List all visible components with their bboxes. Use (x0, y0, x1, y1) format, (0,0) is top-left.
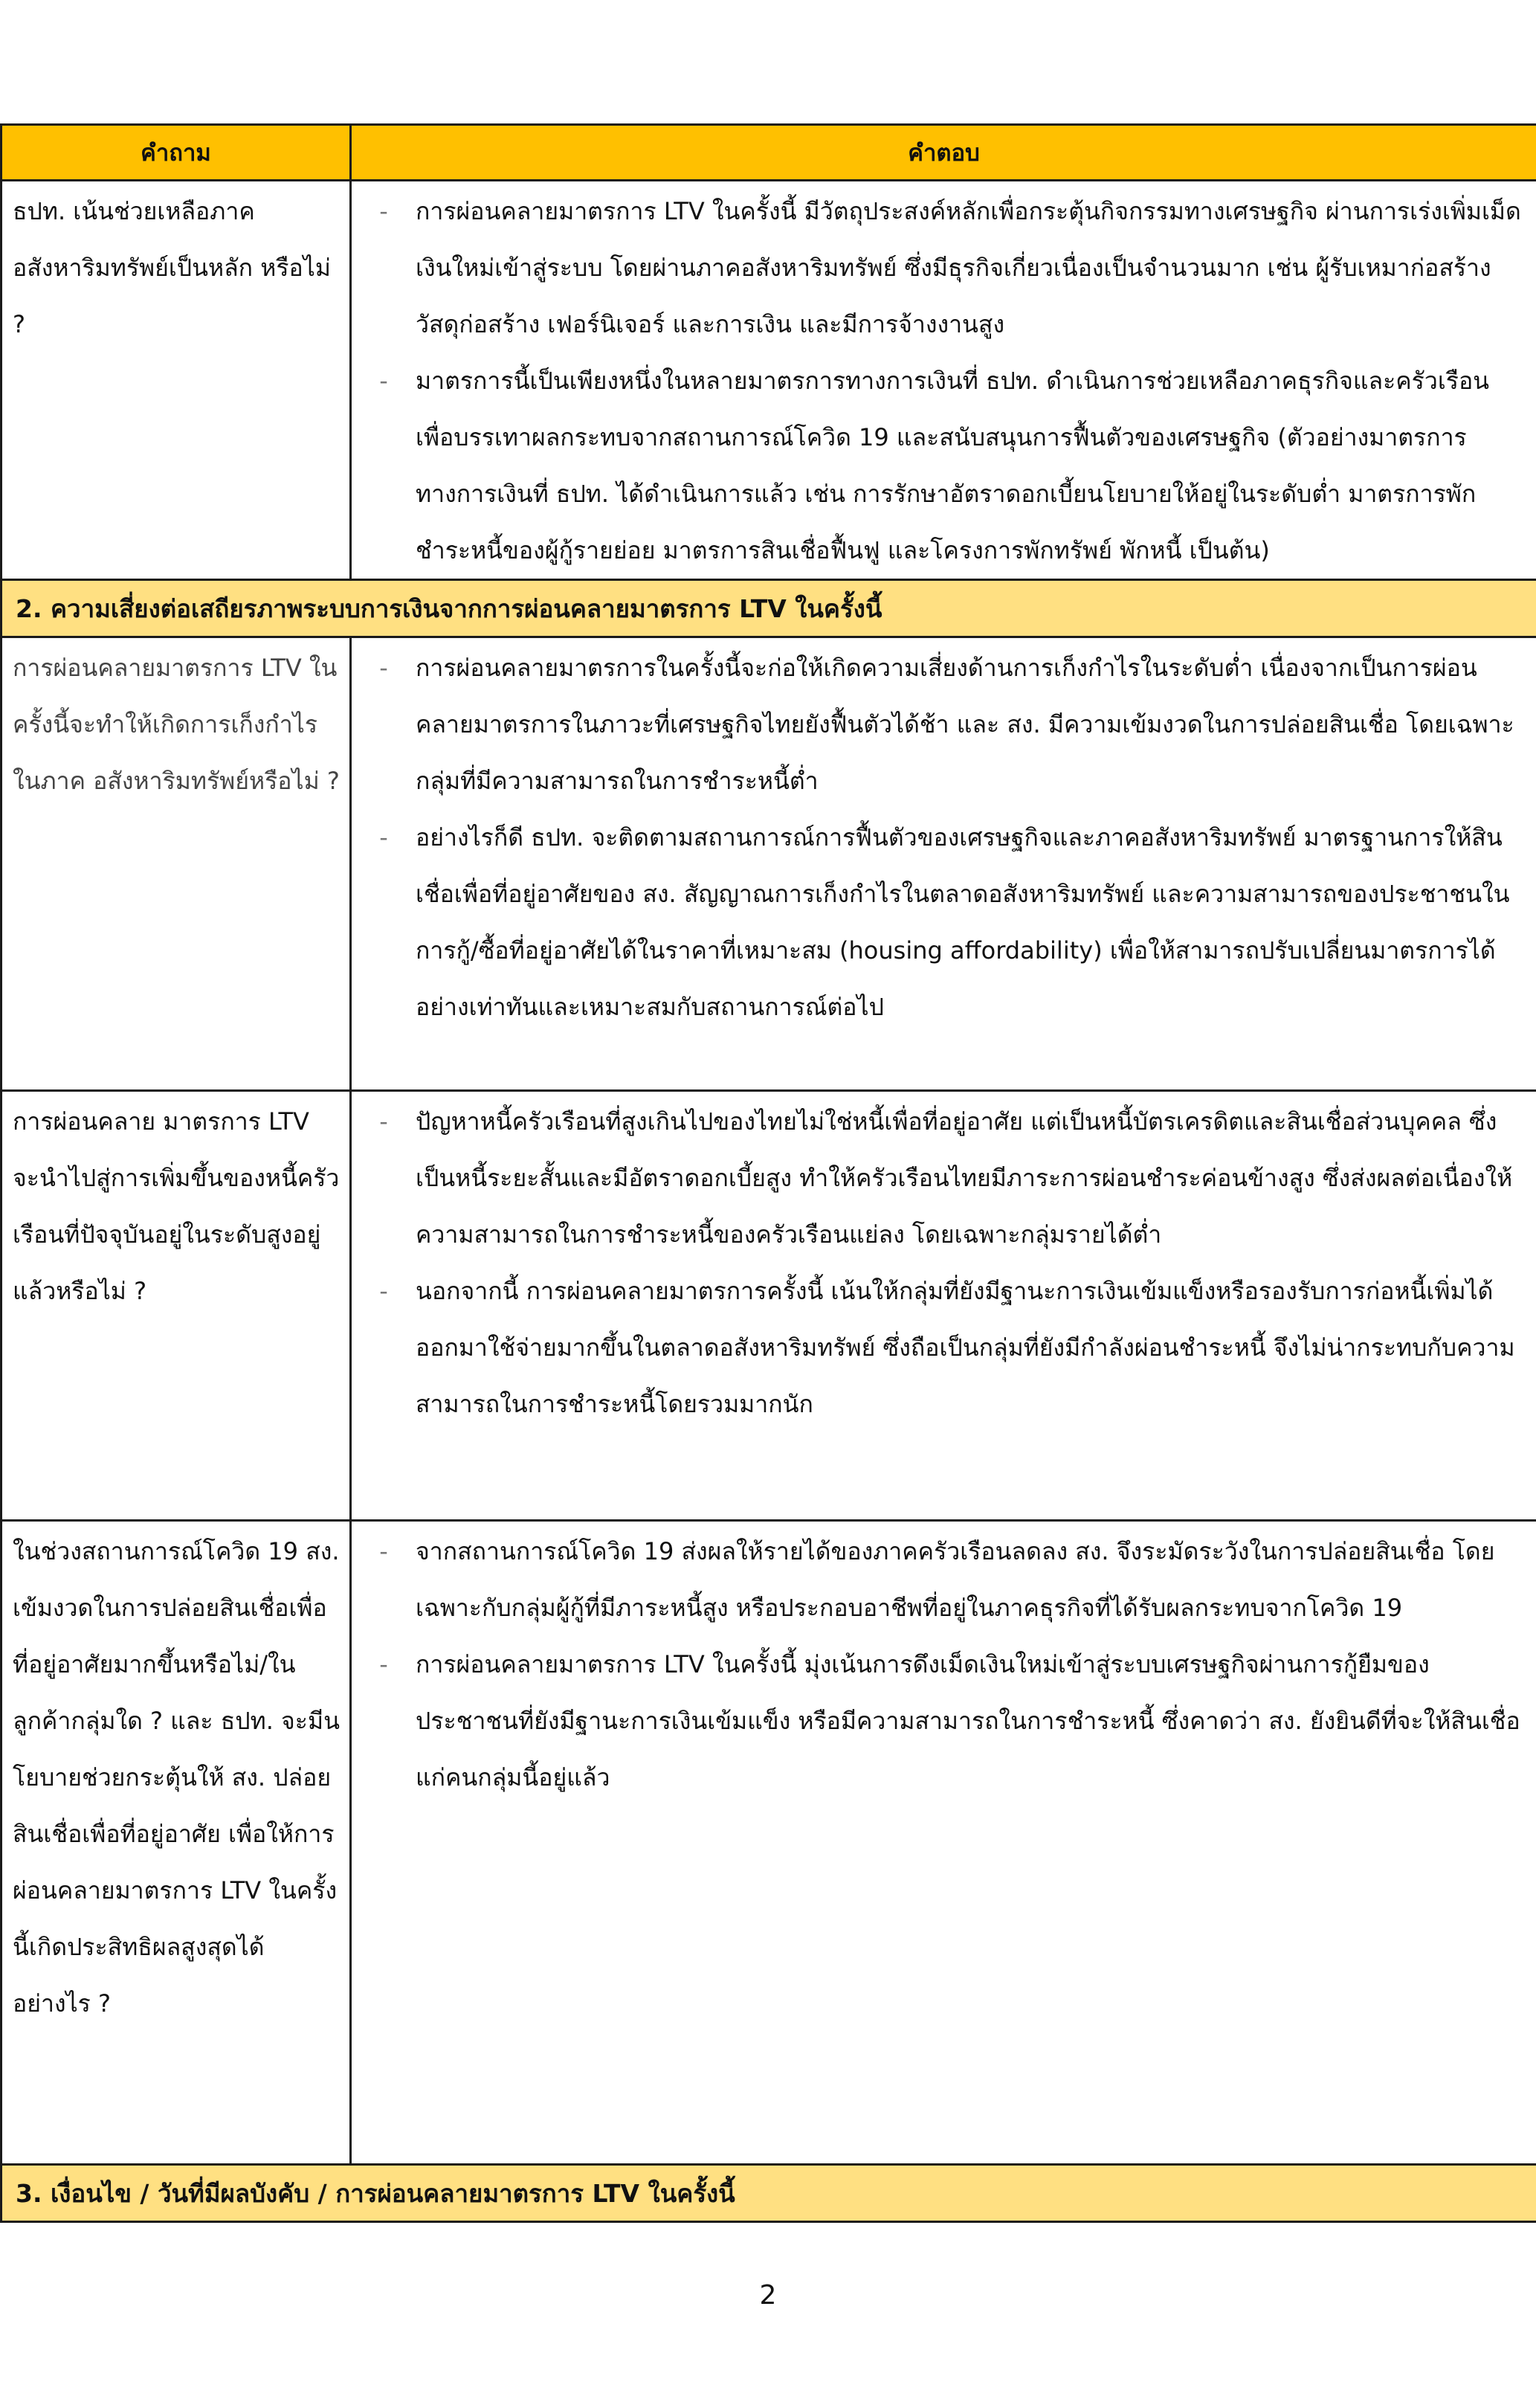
answer-bullet (352, 1523, 1524, 1636)
dash-marker: - (379, 654, 388, 682)
bullet-text: การผ่อนคลายมาตรการในครั้งนี้จะก่อให้เกิดความเสี่ยงด้านการเก็งกำไรในระดับต่ำ เนื่องจากเป็นการผ่อนคลายมาตรการในภาวะที่เศรษฐกิจไทยยังฟื้นตัวได้ช้า และ สง. มีความเข้มงวดในการปล่อยสินเชื่อ โดยเฉพาะกลุ่มที่มีความสามารถในการชำระหนี้ต่ำ (416, 654, 1514, 795)
section-3-title: 3. เงื่อนไข / วันที่มีผลบังคับ / การผ่อนคลายมาตรการ LTV ในครั้งนี้ (1, 2165, 1536, 2222)
answer-cell (351, 181, 1536, 580)
table-header-row (1, 125, 1536, 181)
question-cell: ในช่วงสถานการณ์โควิด 19 สง. เข้มงวดในการปล่อยสินเชื่อเพื่อที่อยู่อาศัยมากขึ้นหรือไม่/ในลูกค้ากลุ่มใด ? และ ธปท. จะมีนโยบายช่วยกระตุ้นให้ สง. ปล่อยสินเชื่อเพื่อที่อยู่อาศัย เพื่อให้การผ่อนคลายมาตรการ LTV ในครั้งนี้เกิดประสิทธิผลสูงสุดได้อย่างไร ? (1, 1521, 351, 2165)
answer-bullet (352, 352, 1524, 579)
answer-bullet (352, 1093, 1524, 1263)
question-column-header: คำถาม (1, 125, 351, 181)
answer-bullet (352, 809, 1524, 1035)
dash-marker: - (379, 823, 388, 852)
answer-cell (351, 637, 1536, 1091)
table-row (1, 637, 1536, 1091)
bullet-text: นอกจากนี้ การผ่อนคลายมาตรการครั้งนี้ เน้นให้กลุ่มที่ยังมีฐานะการเงินเข้มแข็งหรือรองรับการก่อหนี้เพิ่มได้ออกมาใช้จ่ายมากขึ้นในตลาดอสังหาริมทรัพย์ ซึ่งถือเป็นกลุ่มที่ยังมีกำลังผ่อนชำระหนี้ จึงไม่น่ากระทบกับความสามารถในการชำระหนี้โดยรวมมากนัก (416, 1277, 1515, 1418)
answer-bullet (352, 1636, 1524, 1806)
bullet-text: ปัญหาหนี้ครัวเรือนที่สูงเกินไปของไทยไม่ใช่หนี้เพื่อที่อยู่อาศัย แต่เป็นหนี้บัตรเครดิตและสินเชื่อส่วนบุคคล ซึ่งเป็นหนี้ระยะสั้นและมีอัตราดอกเบี้ยสูง ทำให้ครัวเรือนไทยมีภาระการผ่อนชำระค่อนข้างสูง ซึ่งส่งผลต่อเนื่องให้ความสามารถในการชำระหนี้ของครัวเรือนแย่ลง โดยเฉพาะกลุ่มรายได้ต่ำ (416, 1107, 1513, 1249)
question-cell: การผ่อนคลาย มาตรการ LTV จะนำไปสู่การเพิ่มขึ้นของหนี้ครัวเรือนที่ปัจจุบันอยู่ในระดับสูงอยู่แล้วหรือไม่ ? (1, 1091, 351, 1521)
dash-marker: - (379, 1277, 388, 1305)
dash-marker: - (379, 1107, 388, 1136)
table-row (1, 181, 1536, 580)
dash-marker: - (379, 1650, 388, 1678)
answer-column-header: คำตอบ (351, 125, 1536, 181)
dash-marker: - (379, 1537, 388, 1565)
answer-cell (351, 1091, 1536, 1521)
question-cell: ธปท. เน้นช่วยเหลือภาค อสังหาริมทรัพย์เป็นหลัก หรือไม่ ? (1, 181, 351, 580)
bullet-text: การผ่อนคลายมาตรการ LTV ในครั้งนี้ มีวัตถุประสงค์หลักเพื่อกระตุ้นกิจกรรมทางเศรษฐกิจ ผ่านการเร่งเพิ่มเม็ดเงินใหม่เข้าสู่ระบบ โดยผ่านภาคอสังหาริมทรัพย์ ซึ่งมีธุรกิจเกี่ยวเนื่องเป็นจำนวนมาก เช่น ผู้รับเหมาก่อสร้าง วัสดุก่อสร้าง เฟอร์นิเจอร์ และการเงิน และมีการจ้างงานสูง (416, 197, 1521, 338)
bullet-text: อย่างไรก็ดี ธปท. จะติดตามสถานการณ์การฟื้นตัวของเศรษฐกิจและภาคอสังหาริมทรัพย์ มาตรฐานการให้สินเชื่อเพื่อที่อยู่อาศัยของ สง. สัญญาณการเก็งกำไรในตลาดอสังหาริมทรัพย์ และความสามารถของประชาชนในการกู้/ซื้อที่อยู่อาศัยได้ในราคาที่เหมาะสม (housing affordability) เพื่อให้สามารถปรับเปลี่ยนมาตรการได้อย่างเท่าทันและเหมาะสมกับสถานการณ์ต่อไป (416, 823, 1510, 1021)
bullet-text: จากสถานการณ์โควิด 19 ส่งผลให้รายได้ของภาคครัวเรือนลดลง สง. จึงระมัดระวังในการปล่อยสินเชื่อ โดยเฉพาะกับกลุ่มผู้กู้ที่มีภาระหนี้สูง หรือประกอบอาชีพที่อยู่ในภาคธุรกิจที่ได้รับผลกระทบจากโควิด 19 (416, 1537, 1495, 1622)
dash-marker: - (379, 197, 388, 225)
section-header-row (1, 580, 1536, 637)
table-row (1, 1521, 1536, 2165)
section-header-row (1, 2165, 1536, 2222)
question-cell: การผ่อนคลายมาตรการ LTV ในครั้งนี้จะทำให้เกิดการเก็งกำไรในภาค อสังหาริมทรัพย์หรือไม่ ? (1, 637, 351, 1091)
table-row (1, 1091, 1536, 1521)
answer-cell (351, 1521, 1536, 2165)
section-2-title: 2. ความเสี่ยงต่อเสถียรภาพระบบการเงินจากการผ่อนคลายมาตรการ LTV ในครั้งนี้ (1, 580, 1536, 637)
answer-bullet (352, 1263, 1524, 1432)
answer-bullet (352, 183, 1524, 352)
dash-marker: - (379, 367, 388, 395)
faq-table (0, 123, 1536, 2223)
page-number: 2 (759, 2280, 777, 2311)
bullet-text: มาตรการนี้เป็นเพียงหนึ่งในหลายมาตรการทางการเงินที่ ธปท. ดำเนินการช่วยเหลือภาคธุรกิจและครัวเรือน เพื่อบรรเทาผลกระทบจากสถานการณ์โควิด 19 และสนับสนุนการฟื้นตัวของเศรษฐกิจ (ตัวอย่างมาตรการทางการเงินที่ ธปท. ได้ดำเนินการแล้ว เช่น การรักษาอัตราดอกเบี้ยนโยบายให้อยู่ในระดับต่ำ มาตรการพักชำระหนี้ของผู้กู้รายย่อย มาตรการสินเชื่อฟื้นฟู และโครงการพักทรัพย์ พักหนี้ เป็นต้น) (416, 367, 1490, 564)
answer-bullet (352, 640, 1524, 809)
bullet-text: การผ่อนคลายมาตรการ LTV ในครั้งนี้ มุ่งเน้นการดึงเม็ดเงินใหม่เข้าสู่ระบบเศรษฐกิจผ่านการกู้ยืมของประชาชนที่ยังมีฐานะการเงินเข้มแข็ง หรือมีความสามารถในการชำระหนี้ ซึ่งคาดว่า สง. ยังยินดีที่จะให้สินเชื่อแก่คนกลุ่มนี้อยู่แล้ว (416, 1650, 1520, 1791)
